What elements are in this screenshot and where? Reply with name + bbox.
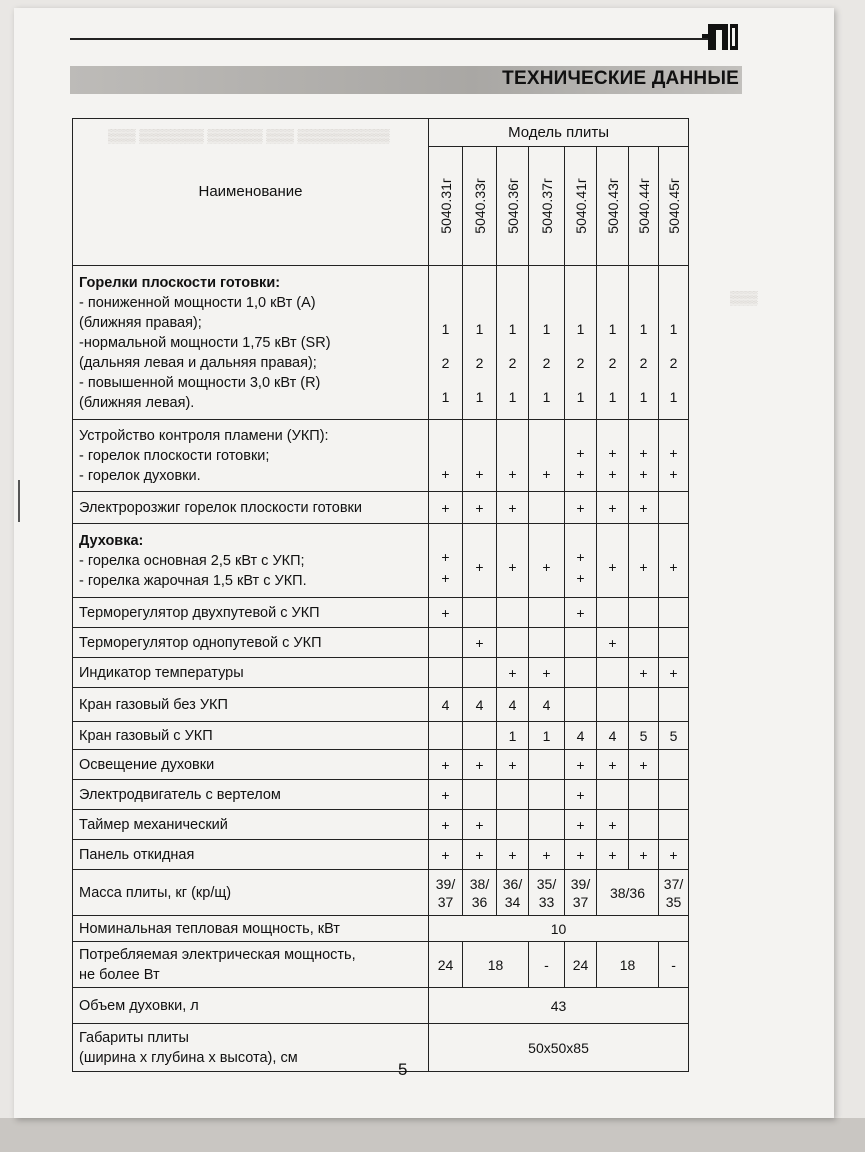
table-cell	[529, 810, 565, 840]
model-header: 5040.43г	[597, 147, 629, 266]
table-cell: + +	[597, 420, 629, 492]
table-cell	[463, 722, 497, 750]
table-cell	[529, 628, 565, 658]
table-cell: +	[529, 658, 565, 688]
table-cell: +	[565, 598, 597, 628]
table-cell: +	[597, 492, 629, 524]
table-cell	[429, 722, 463, 750]
table-cell: 4	[463, 688, 497, 722]
table-cell	[529, 780, 565, 810]
table-cell	[597, 658, 629, 688]
row-label: Терморегулятор однопутевой с УКП	[73, 628, 429, 658]
page-number: 5	[398, 1060, 408, 1079]
table-cell: + +	[565, 524, 597, 598]
table-cell: +	[597, 750, 629, 780]
table-cell: +	[659, 524, 689, 598]
table-cell	[497, 780, 529, 810]
table-cell	[529, 492, 565, 524]
table-cell: +	[629, 750, 659, 780]
table-cell: +	[429, 598, 463, 628]
table-cell: +	[497, 492, 529, 524]
table-cell: 4	[529, 688, 565, 722]
table-cell	[659, 688, 689, 722]
spec-table	[72, 118, 689, 1072]
model-header: 5040.41г	[565, 147, 597, 266]
table-cell: +	[629, 658, 659, 688]
table-cell	[659, 810, 689, 840]
table-cell: 4	[497, 688, 529, 722]
table-cell: +	[429, 840, 463, 870]
row-label: Индикатор температуры	[73, 658, 429, 688]
table-cell	[597, 598, 629, 628]
table-cell: 38/36	[597, 870, 659, 916]
table-cell: +	[529, 524, 565, 598]
table-cell	[659, 598, 689, 628]
oven-volume-label: Объем духовки, л	[73, 988, 429, 1024]
header-rule	[70, 38, 710, 40]
table-cell	[463, 658, 497, 688]
table-cell: +	[463, 750, 497, 780]
column-header-model: Модель плиты	[429, 119, 689, 147]
table-cell: 4	[565, 722, 597, 750]
table-cell: +	[597, 840, 629, 870]
table-cell: +	[659, 840, 689, 870]
table-cell: +	[629, 492, 659, 524]
row-label: Кран газовый без УКП	[73, 688, 429, 722]
table-cell: +	[629, 840, 659, 870]
table-cell	[565, 688, 597, 722]
table-cell	[659, 780, 689, 810]
table-cell: +	[497, 840, 529, 870]
scan-edge-mark	[18, 480, 20, 522]
model-header: 5040.44г	[629, 147, 659, 266]
flame-control-cell: Устройство контроля пламени (УКП): - горелок плоскости готовки; - горелок духовки.	[73, 420, 429, 492]
table-cell: +	[429, 780, 463, 810]
oven-cell: Духовка: - горелка основная 2,5 кВт с УКП; - горелка жарочная 1,5 кВт с УКП.	[73, 524, 429, 598]
table-cell	[659, 628, 689, 658]
table-cell	[629, 688, 659, 722]
table-cell: 38/ 36	[463, 870, 497, 916]
table-cell	[565, 628, 597, 658]
table-cell: 1 2 1	[463, 266, 497, 420]
table-cell	[529, 750, 565, 780]
table-cell: +	[463, 840, 497, 870]
table-cell: +	[429, 492, 463, 524]
heat-power-label: Номинальная тепловая мощность, кВт	[73, 916, 429, 942]
model-header: 5040.45г	[659, 147, 689, 266]
ignition-label: Электророзжиг горелок плоскости готовки	[73, 492, 429, 524]
table-cell: +	[565, 750, 597, 780]
table-cell: 4	[429, 688, 463, 722]
dimensions-cell: Габариты плиты (ширина х глубина х высота), см	[73, 1024, 429, 1072]
table-cell	[659, 750, 689, 780]
table-cell: 1 2 1	[565, 266, 597, 420]
table-cell: +	[463, 420, 497, 492]
table-cell: 1	[497, 722, 529, 750]
table-cell: 4	[597, 722, 629, 750]
table-cell: + +	[659, 420, 689, 492]
table-cell	[463, 780, 497, 810]
table-cell	[629, 780, 659, 810]
table-cell: 1 2 1	[529, 266, 565, 420]
table-cell: +	[463, 810, 497, 840]
table-cell: +	[497, 750, 529, 780]
row-label: Таймер механический	[73, 810, 429, 840]
table-cell: +	[597, 524, 629, 598]
table-cell: 1 2 1	[629, 266, 659, 420]
model-header: 5040.36г	[497, 147, 529, 266]
table-cell	[565, 658, 597, 688]
table-cell: +	[497, 658, 529, 688]
table-cell: +	[659, 658, 689, 688]
bleed-through-text: ▒▒▒	[730, 290, 758, 305]
table-cell: + +	[429, 524, 463, 598]
table-cell: + +	[565, 420, 597, 492]
table-cell: 39/ 37	[565, 870, 597, 916]
table-cell: -	[659, 942, 689, 988]
mass-label: Масса плиты, кг (кр/щ)	[73, 870, 429, 916]
scan-bottom-shadow	[0, 1118, 865, 1152]
burners-cell: Горелки плоскости готовки: - пониженной мощности 1,0 кВт (А) (ближняя правая); -нормальной мощности 1,75 кВт (SR) (дальняя левая и дальняя правая); - повышенной мощности 3,0 кВт (R) (ближняя левая).	[73, 266, 429, 420]
table-cell	[597, 688, 629, 722]
table-cell: +	[463, 492, 497, 524]
table-cell: +	[429, 810, 463, 840]
table-cell	[659, 492, 689, 524]
table-cell: +	[629, 524, 659, 598]
table-cell	[597, 780, 629, 810]
column-header-name: Наименование	[73, 119, 429, 266]
table-cell: 18	[597, 942, 659, 988]
row-label: Панель откидная	[73, 840, 429, 870]
table-cell: 43	[429, 988, 689, 1024]
table-cell: 1 2 1	[429, 266, 463, 420]
model-header: 5040.33г	[463, 147, 497, 266]
table-cell: +	[565, 492, 597, 524]
table-cell: 50х50х85	[429, 1024, 689, 1072]
table-cell: 36/ 34	[497, 870, 529, 916]
brand-logo-icon	[702, 20, 740, 54]
table-cell: +	[529, 840, 565, 870]
table-cell: -	[529, 942, 565, 988]
table-cell: 18	[463, 942, 529, 988]
row-label: Освещение духовки	[73, 750, 429, 780]
model-header: 5040.37г	[529, 147, 565, 266]
table-cell	[629, 598, 659, 628]
page-title: ТЕХНИЧЕСКИЕ ДАННЫЕ	[502, 68, 739, 89]
table-cell: 10	[429, 916, 689, 942]
model-header: 5040.31г	[429, 147, 463, 266]
table-cell	[429, 628, 463, 658]
table-cell	[629, 628, 659, 658]
table-cell	[497, 810, 529, 840]
table-cell: +	[597, 628, 629, 658]
table-cell	[429, 658, 463, 688]
row-label: Терморегулятор двухпутевой с УКП	[73, 598, 429, 628]
table-cell	[497, 598, 529, 628]
table-cell: 24	[429, 942, 463, 988]
bleed-through-text: ▒▒▒ ▒▒▒▒▒▒▒ ▒▒▒▒▒▒ ▒▒▒ ▒▒▒▒▒▒▒▒▒▒	[108, 128, 390, 143]
table-cell: + +	[629, 420, 659, 492]
table-cell: +	[565, 780, 597, 810]
table-cell	[629, 810, 659, 840]
table-cell: 24	[565, 942, 597, 988]
table-cell: 1 2 1	[497, 266, 529, 420]
table-cell: +	[463, 628, 497, 658]
table-cell: +	[497, 420, 529, 492]
table-cell: 1 2 1	[597, 266, 629, 420]
table-cell	[529, 598, 565, 628]
table-cell: +	[463, 524, 497, 598]
row-label: Кран газовый с УКП	[73, 722, 429, 750]
table-cell: 5	[629, 722, 659, 750]
table-cell: 37/ 35	[659, 870, 689, 916]
table-cell: 35/ 33	[529, 870, 565, 916]
table-cell: +	[565, 840, 597, 870]
row-label: Электродвигатель с вертелом	[73, 780, 429, 810]
table-cell: 5	[659, 722, 689, 750]
table-cell: 1	[529, 722, 565, 750]
table-cell	[463, 598, 497, 628]
table-cell: +	[597, 810, 629, 840]
table-cell: +	[497, 524, 529, 598]
table-cell: +	[565, 810, 597, 840]
table-cell: +	[429, 750, 463, 780]
table-cell: +	[429, 420, 463, 492]
electric-power-cell: Потребляемая электрическая мощность, не более Вт	[73, 942, 429, 988]
table-cell	[497, 628, 529, 658]
table-cell: 1 2 1	[659, 266, 689, 420]
table-cell: +	[529, 420, 565, 492]
table-cell: 39/ 37	[429, 870, 463, 916]
